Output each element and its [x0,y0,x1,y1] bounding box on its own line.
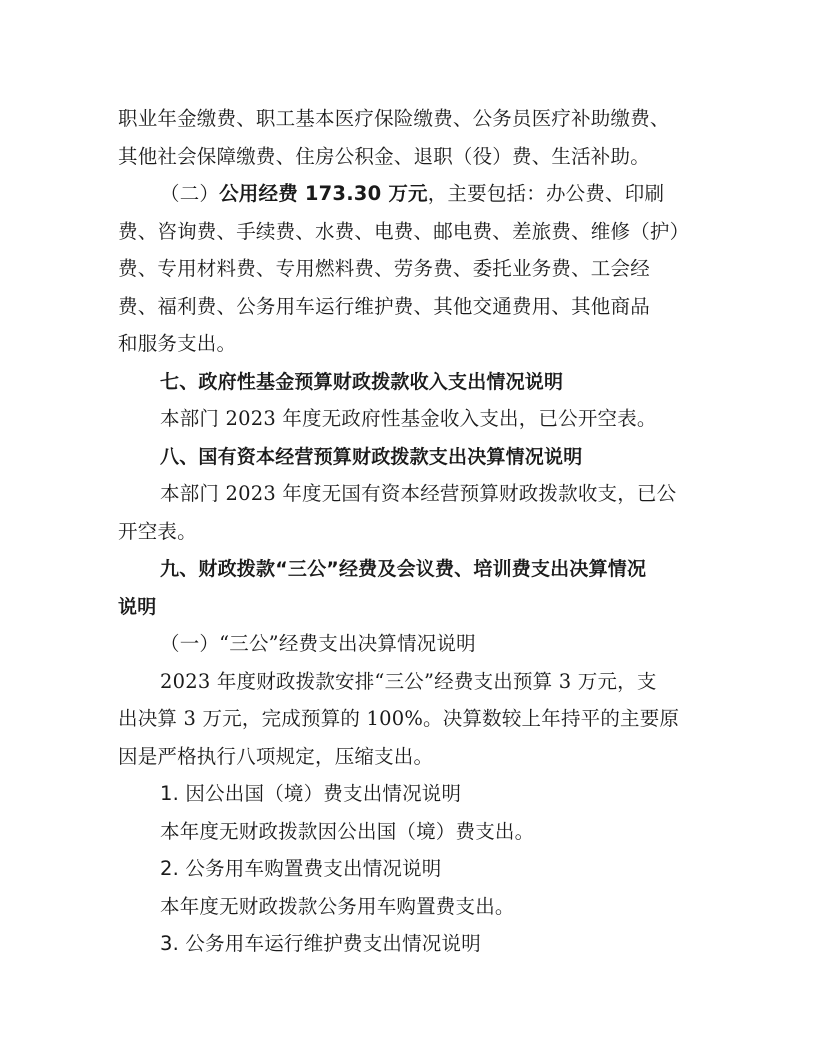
paragraph-line: 出决算 3 万元，完成预算的 100%。决算数较上年持平的主要原 [118,707,680,730]
paragraph-line: 费、福利费、公务用车运行维护费、其他交通费用、其他商品 [118,295,650,318]
section-heading-9-cont: 说明 [118,596,157,618]
numbered-heading-3: 3. 公务用车运行维护费支出情况说明 [160,932,481,955]
paragraph-line: 2023 年度财政拨款安排“三公”经费支出预算 3 万元，支 [160,670,657,693]
paragraph-line: 开空表。 [118,520,197,543]
paragraph-line: 因是严格执行八项规定，压缩支出。 [118,745,434,768]
section-heading-8: 八、国有资本经营预算财政拨款支出决算情况说明 [160,446,583,468]
paragraph-line: 本部门 2023 年度无政府性基金收入支出，已公开空表。 [160,407,657,430]
paragraph-line: 本年度无财政拨款公务用车购置费支出。 [160,895,515,918]
section-heading-9: 九、财政拨款“三公”经费及会议费、培训费支出决算情况 [160,558,647,580]
paragraph-line: 其他社会保障缴费、住房公积金、退职（役）费、生活补助。 [118,145,650,168]
public-funds-line [160,181,816,207]
paragraph-line: 费、咨询费、手续费、水费、电费、邮电费、差旅费、维修（护） [118,220,690,243]
public-funds-amount: 公用经费 173.30 万元 [219,182,428,205]
numbered-heading-2: 2. 公务用车购置费支出情况说明 [160,857,442,880]
paragraph-text: ，主要包括：办公费、印刷 [427,182,665,205]
paragraph-line: 和服务支出。 [118,332,237,355]
paragraph-line: 费、专用材料费、专用燃料费、劳务费、委托业务费、工会经 [118,257,650,280]
section-number: （二） [160,182,220,205]
section-heading-7: 七、政府性基金预算财政拨款收入支出情况说明 [160,371,564,393]
numbered-heading-1: 1. 因公出国（境）费支出情况说明 [160,782,462,805]
paragraph-line: 本部门 2023 年度无国有资本经营预算财政拨款收支，已公 [160,482,677,505]
paragraph-line: 职业年金缴费、职工基本医疗保险缴费、公务员医疗补助缴费、 [118,107,670,130]
subsection-heading: （一）“三公”经费支出决算情况说明 [160,632,476,655]
paragraph-line: 本年度无财政拨款因公出国（境）费支出。 [160,820,535,843]
